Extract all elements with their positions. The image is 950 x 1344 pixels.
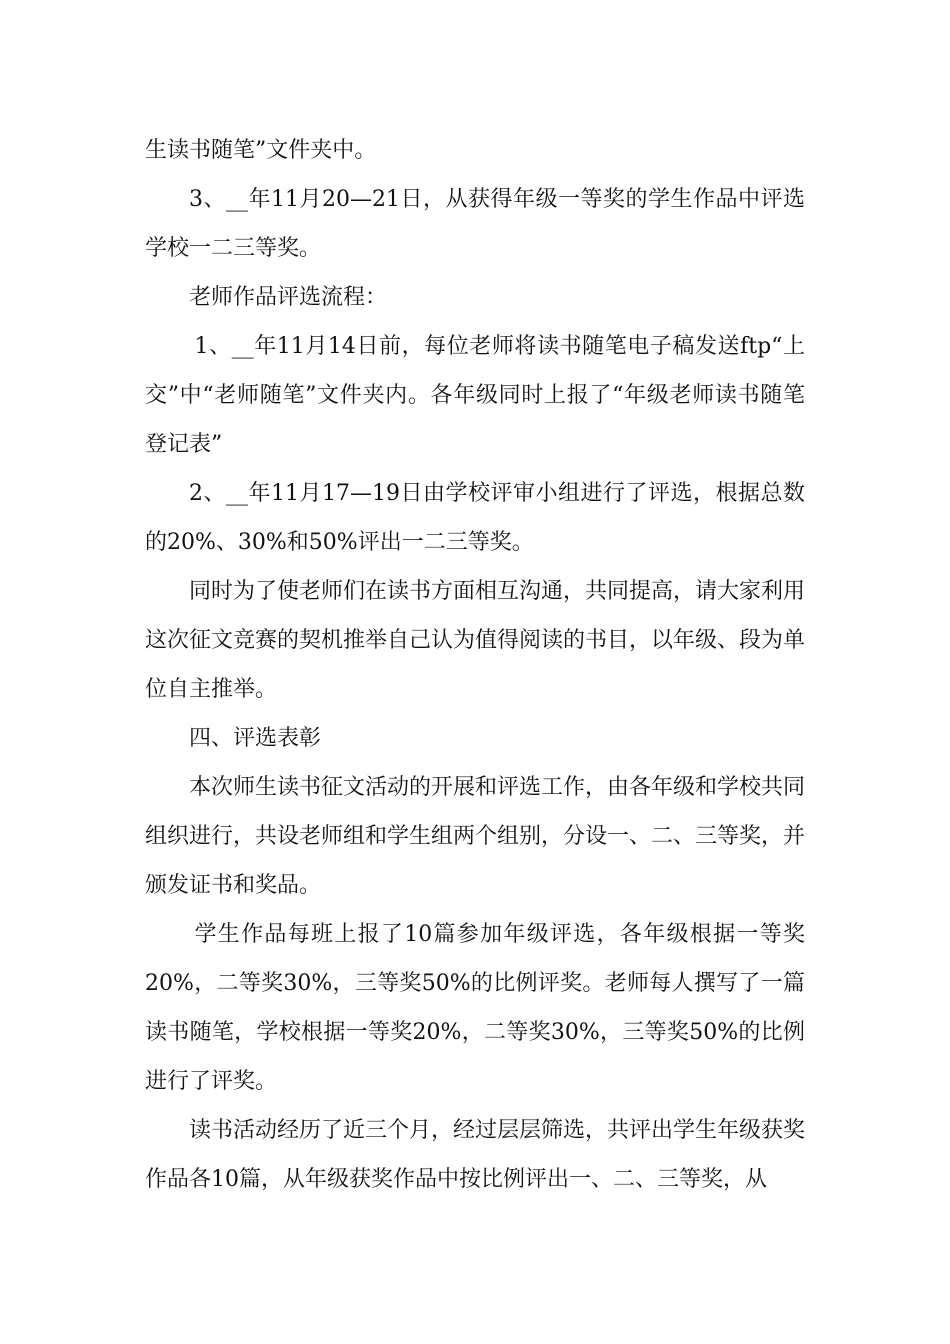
paragraph-award-ratios: 学生作品每班上报了10篇参加年级评选，各年级根据一等奖20%，二等奖30%，三等奖50%的比例评奖。老师每人撰写了一篇读书随笔，学校根据一等奖20%，二等奖30%，三等奖50%的比例进行了评奖。 [145, 922, 805, 1094]
paragraph-book-recommendation: 同时为了使老师们在读书方面相互沟通，共同提高，请大家利用这次征文竞赛的契机推举自己认为值得阅读的书目，以年级、段为单位自主推举。 [145, 579, 806, 702]
paragraph-activity-results: 读书活动经历了近三个月，经过层层筛选，共评出学生年级获奖作品各10篇，从年级获奖作品中按比例评出一、二、三等奖，从 [145, 1118, 806, 1192]
paragraph-teacher-step-1: 1、__年11月14日前，每位老师将读书随笔电子稿发送ftp“上交”中“老师随笔”文件夹内。各年级同时上报了“年级老师读书随笔登记表” [145, 334, 805, 457]
paragraph-teacher-step-2: 2、__年11月17—19日由学校评审小组进行了评选，根据总数的20%、30%和50%评出一二三等奖。 [145, 481, 805, 555]
section-heading-awards: 四、评选表彰 [189, 726, 322, 751]
paragraph-awards-organization: 本次师生读书征文活动的开展和评选工作，由各年级和学校共同组织进行，共设老师组和学生组两个组别，分设一、二、三等奖，并颁发证书和奖品。 [145, 775, 806, 898]
document-body [145, 126, 805, 1204]
paragraph-continuation: 生读书随笔”文件夹中。 [145, 138, 377, 163]
paragraph-student-step-3: 3、__年11月20—21日，从获得年级一等奖的学生作品中评选学校一二三等奖。 [145, 187, 805, 261]
paragraph-teacher-process-heading: 老师作品评选流程： [189, 285, 388, 310]
